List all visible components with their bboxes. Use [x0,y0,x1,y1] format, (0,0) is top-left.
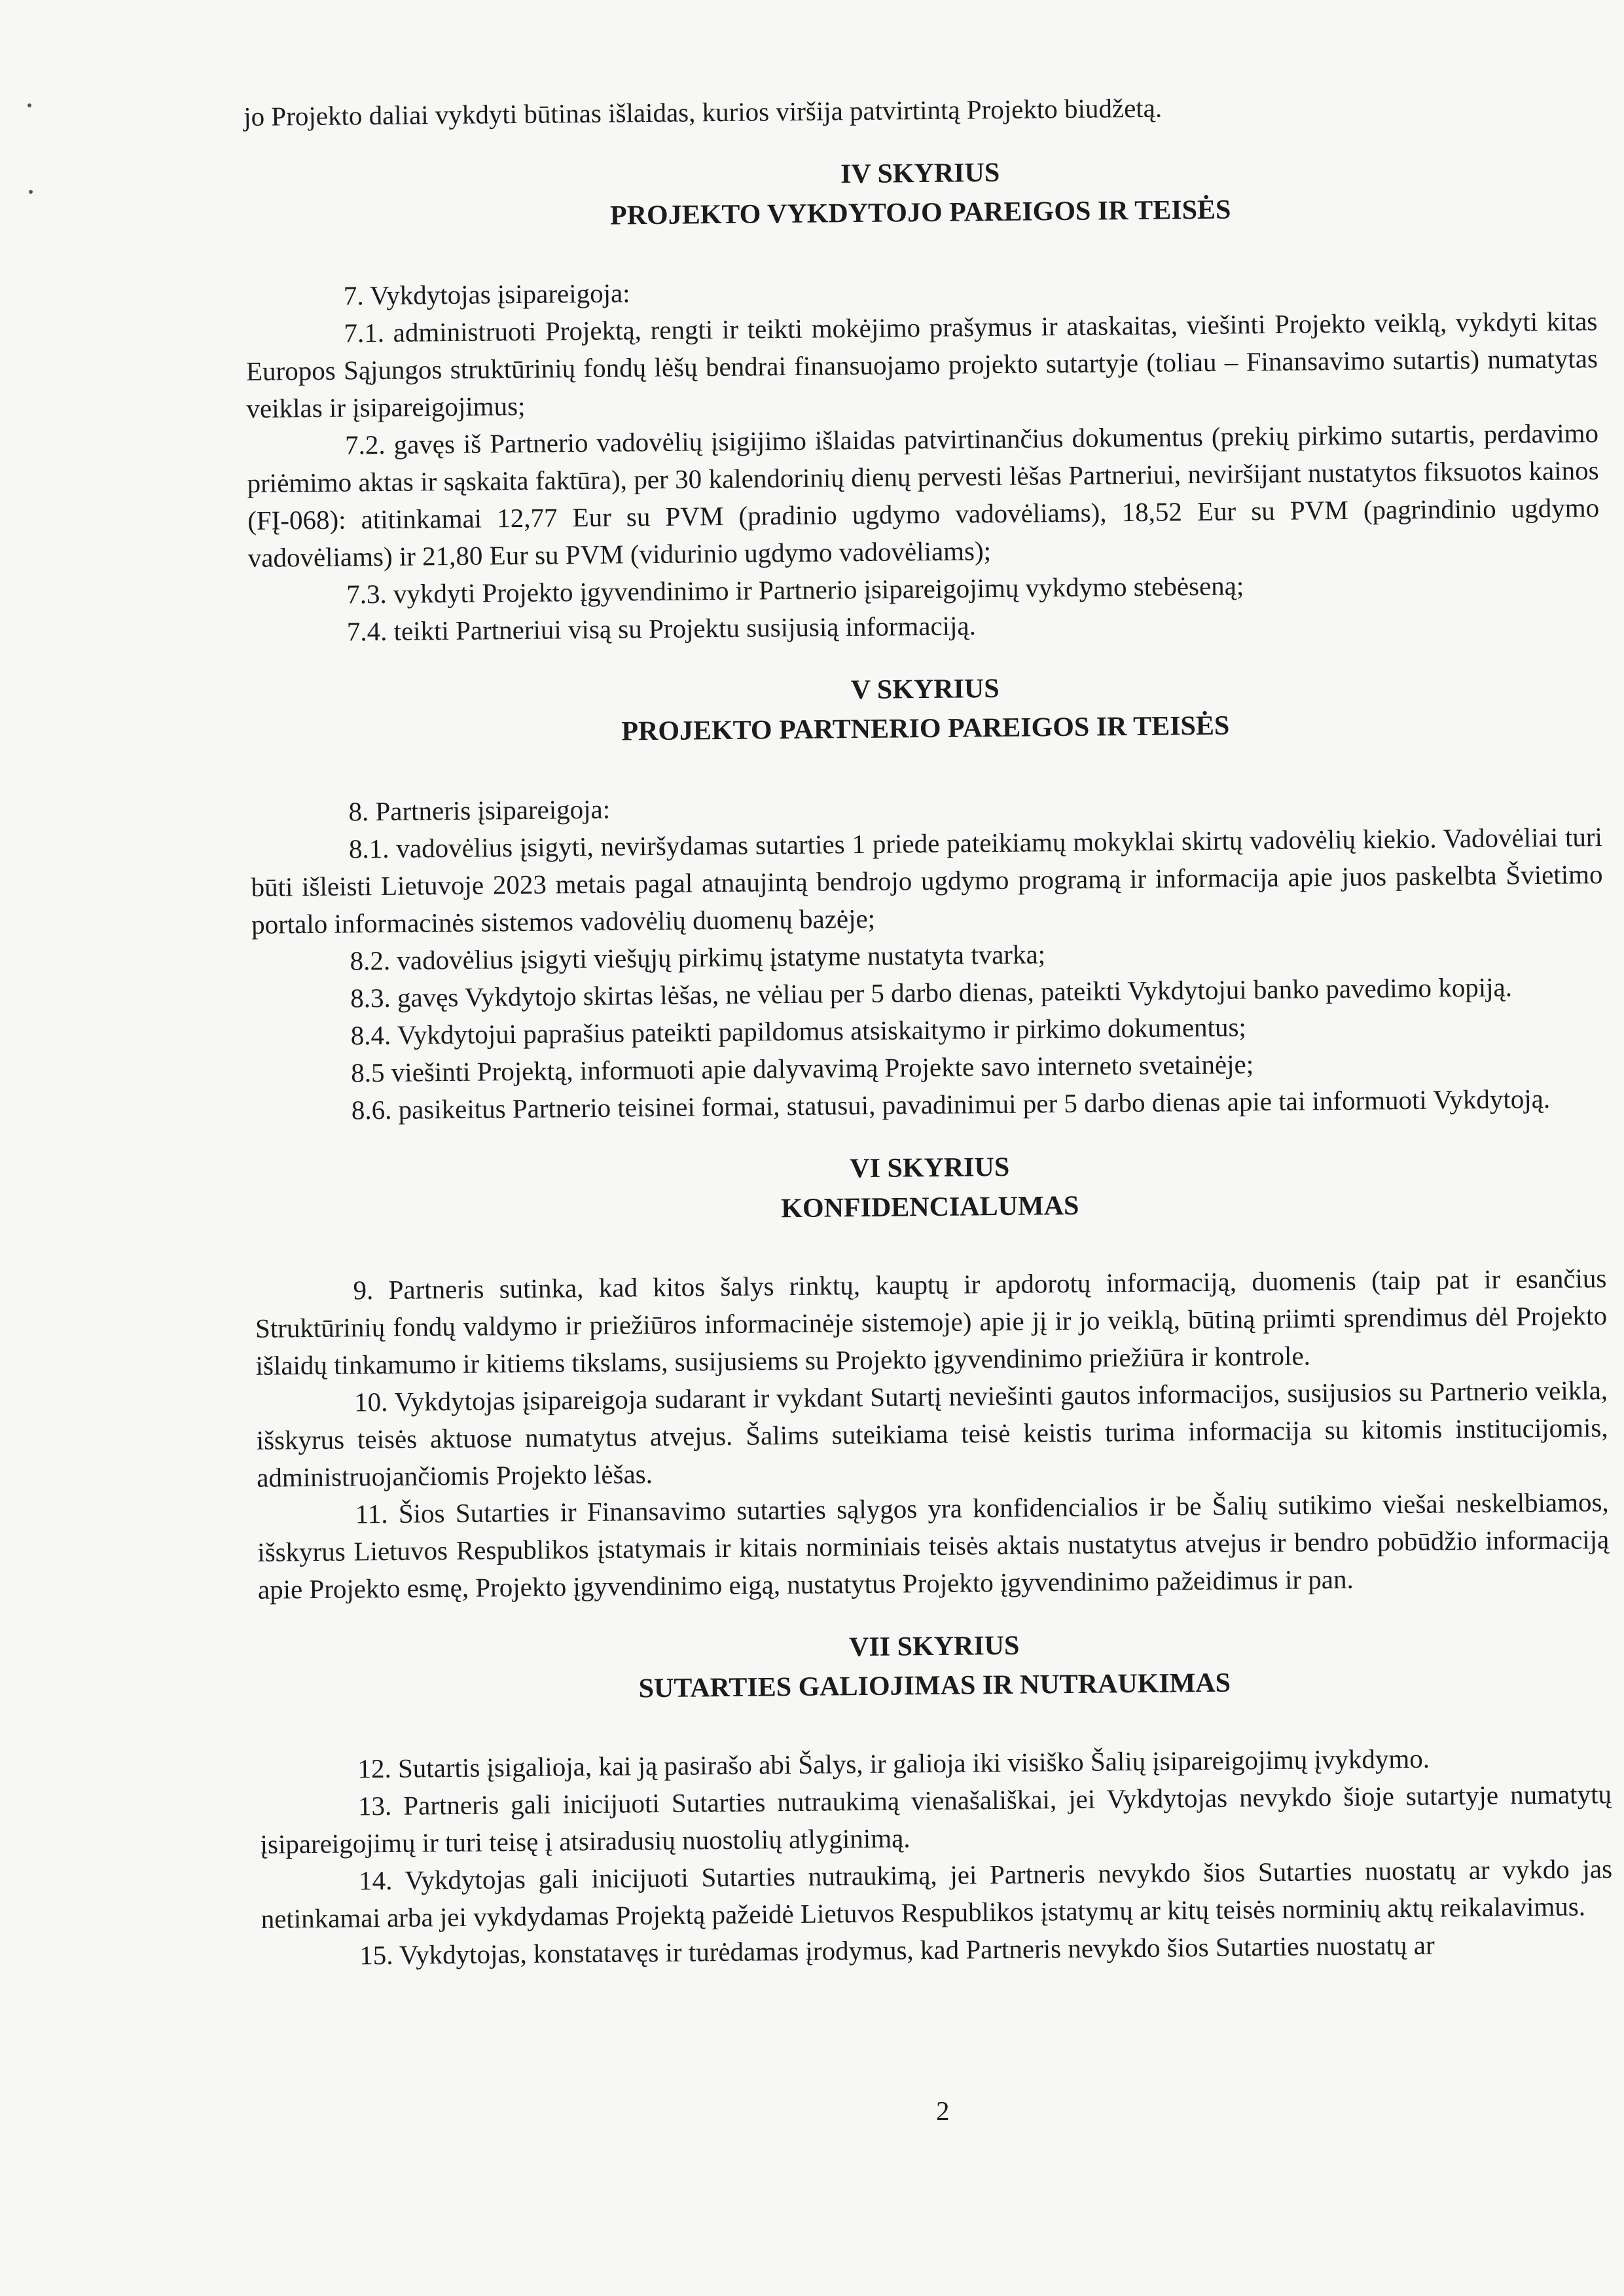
clause-7-1: 7.1. administruoti Projektą, rengti ir teikti mokėjimo prašymus ir ataskaitas, viešinti Projekto veiklą, vykdyti kitas Europos Sąjungos struktūrinių fondų lėšų bendrai finansuojamo projekto sutartyje (toliau – Finansavimo sutartis) numatytas veiklas ir įsipareigojimus; [245,306,1598,424]
clause-14: 14. Vykdytojas gali inicijuoti Sutarties nutraukimą, jei Partneris nevykdo šios Sutarties nuostatų ar vykdo jas netinkamai arba jei vykdydamas Projektą pažeidė Lietuvos Respublikos įstatymų ar kitų teisės norminių aktų reikalavimus. [261,1853,1613,1934]
clause-7-2: 7.2. gavęs iš Partnerio vadovėlių įsigijimo išlaidas patvirtinančius dokumentus (prekių pirkimo sutartis, perdavimo priėmimo aktas ir sąskaita faktūra), per 30 kalendorinių dienų pervesti lėšas Partneriui, neviršijant nustatytos fiksuotos kainos (FĮ-068): atitinkamai 12,77 Eur su PVM (pradinio ugdymo vadovėliams), 18,52 Eur su PVM (pagrindinio ugdymo vadovėliams) ir 21,80 Eur su PVM (vidurinio ugdymo vadovėliams); [247,418,1600,573]
clause-9: 9. Partneris sutinka, kad kitos šalys rinktų, kauptų ir apdorotų informaciją, duomenis (taip pat ir esančius Struktūrinių fondų valdymo ir priežiūros informacinėje sistemoje) apie jį ir jo veiklą, būtiną priimti sprendimus dėl Projekto išlaidų tinkamumo ir kitiems tikslams, susijusiems su Projekto įgyvendinimo priežiūra ir kontrole. [255,1263,1608,1381]
clause-8-2: 8.2. vadovėlius įsigyti viešųjų pirkimų įstatyme nustatyta tvarka; [350,939,1046,976]
intro-paragraph: jo Projekto daliai vykdyti būtinas išlaidas, kurios viršija patvirtintą Projekto biudžetą. [244,92,1163,132]
scan-speck [27,103,31,107]
section-title: KONFIDENCIALUMAS [781,1190,1079,1224]
clause-8-1: 8.1. vadovėlius įsigyti, neviršydamas sutarties 1 priede pateikiamų mokyklai skirtų vadovėlių kiekio. Vadovėliai turi būti išleisti Lietuvoje 2023 metais pagal atnaujintą bendrojo ugdymo programą ir informacija apie juos paskelbta Švietimo portalo informacinės sistemos vadovėlių duomenų bazėje; [251,822,1603,939]
section-title: PROJEKTO PARTNERIO PAREIGOS IR TEISĖS [621,710,1230,747]
scan-speck [29,190,33,194]
section-vii-heading [259,1620,1611,1712]
section-number: VI SKYRIUS [850,1152,1010,1184]
clause-8-3: 8.3. gavęs Vykdytojo skirtas lėšas, ne vėliau per 5 darbo dienas, pateikti Vykdytojui banko pavedimo kopiją. [350,972,1513,1013]
clause-11: 11. Šios Sutarties ir Finansavimo sutarties sąlygos yra konfidencialios ir be Šalių sutikimo viešai neskelbiamos, išskyrus Lietuvos Respublikos įstatymais ir kitais norminiais teisės aktais nustatytus atvejus ir bendro pobūdžio informaciją apie Projekto esmę, Projekto įgyvendinimo eigą, nustatytus Projekto įgyvendinimo pažeidimus ir pan. [257,1487,1610,1605]
clause-8-6: 8.6. pasikeitus Partnerio teisinei formai, statusui, pavadinimui per 5 darbo dienas apie tai informuoti Vykdytoją. [351,1083,1551,1125]
section-title: PROJEKTO VYKDYTOJO PAREIGOS IR TEISĖS [609,194,1231,231]
page-number: 2 [936,2096,950,2126]
document-body [244,85,1613,1975]
clause-7-4: 7.4. teikti Partneriui visą su Projektu susijusią informaciją. [346,610,977,647]
section-v-heading [249,663,1601,755]
clause-12: 12. Sutartis įsigalioja, kai ją pasirašo abi Šalys, ir galioja iki visiško Šalių įsipareigojimų įvykdymo. [357,1743,1430,1784]
clause-8: 8. Partneris įsipareigoja: [348,793,611,827]
section-title: SUTARTIES GALIOJIMAS IR NUTRAUKIMAS [638,1667,1231,1704]
section-number: IV SKYRIUS [840,157,1000,190]
clause-8-5: 8.5 viešinti Projektą, informuoti apie dalyvavimą Projekte savo interneto svetainėje; [351,1049,1254,1088]
clause-13: 13. Partneris gali inicijuoti Sutarties nutraukimą vienašališkai, jei Vykdytojas nevykdo šioje sutartyje numatytų įsipareigojimų ir turi teisę į atsiradusių nuostolių atlyginimą. [260,1779,1612,1859]
section-vi-heading [253,1142,1606,1233]
clause-7-3: 7.3. vykdyti Projekto įgyvendinimo ir Partnerio įsipareigojimų vykdymo stebėseną; [346,570,1244,610]
clause-10: 10. Vykdytojas įsipareigoja sudarant ir vykdant Sutartį neviešinti gautos informacijos, susijusios su Partnerio veikla, išskyrus teisės aktuose numatytus atvejus. Šalims suteikiama teisė keistis turima informacija su kitomis institucijomis, administruojančiomis Projekto lėšas. [256,1375,1608,1493]
section-number: V SKYRIUS [850,673,1000,706]
section-number: VII SKYRIUS [848,1630,1020,1663]
clause-15: 15. Vykdytojas, konstatavęs ir turėdamas įrodymus, kad Partneris nevykdo šios Sutarties nuostatų ar [359,1929,1435,1971]
clause-8-4: 8.4. Vykdytojui paprašius pateikti papildomus atsiskaitymo ir pirkimo dokumentus; [350,1011,1247,1051]
section-iv-heading [244,147,1597,239]
clause-7: 7. Vykdytojas įsipareigoja: [343,278,630,311]
